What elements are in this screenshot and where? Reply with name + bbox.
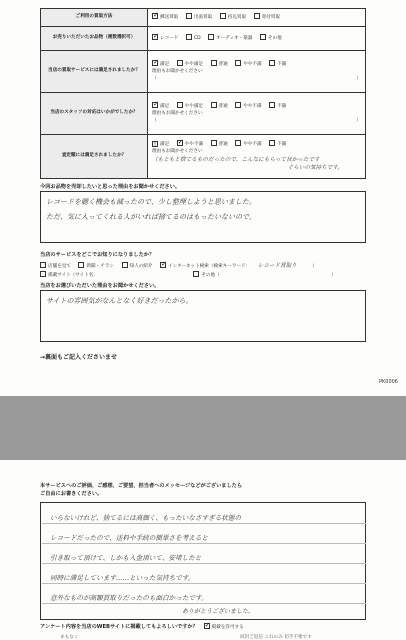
page-code: PK0006 bbox=[378, 379, 398, 385]
checkbox[interactable] bbox=[40, 271, 46, 277]
row-label: ご利用の買取方法 bbox=[41, 9, 148, 27]
handwritten-line: ただ、気に入ってくれる人がいれば捨てるのはもったいないので。 bbox=[46, 213, 256, 221]
row-label: 当店の買取サービスには満足されましたか？ bbox=[41, 51, 148, 93]
form-row-method bbox=[41, 9, 366, 27]
option-label: 知人の紹介 bbox=[129, 264, 153, 269]
reason-label: 理由もお聞かせください bbox=[152, 69, 203, 75]
close-paren: ） bbox=[331, 273, 336, 278]
comment-title-line2: ご自由にお書きください。 bbox=[40, 491, 103, 497]
option-label: 不満 bbox=[277, 104, 287, 110]
checkbox[interactable] bbox=[122, 262, 128, 268]
option-label: 掲載サイト（サイト名： bbox=[48, 273, 98, 278]
paren-open: （ bbox=[152, 75, 157, 81]
option-label: 普通 bbox=[218, 142, 228, 148]
question-reason-title: 今回お品物を売却したいと思った理由をお聞かせください。 bbox=[40, 184, 181, 190]
handwritten-line: サイトの雰囲気がなんとなく好きだったから。 bbox=[46, 297, 193, 305]
row-label: お売りいただいたお品物（複数選択可） bbox=[41, 27, 148, 51]
writing-rule bbox=[42, 583, 366, 584]
reason-blank[interactable] bbox=[152, 118, 361, 125]
checkbox[interactable] bbox=[78, 262, 84, 268]
checkbox[interactable] bbox=[254, 13, 260, 19]
checkbox[interactable] bbox=[220, 13, 226, 19]
row-options bbox=[148, 9, 366, 27]
writing-rule bbox=[42, 523, 366, 524]
handwritten-line: 同時に満足しています……といった気持ちです。 bbox=[50, 574, 195, 582]
option-label: 満足 bbox=[160, 142, 170, 148]
option-label: その他（ bbox=[201, 273, 220, 278]
close-paren: ） bbox=[312, 264, 317, 269]
question-source-title: 当店のサービスをどこでお知りになりましたか？ bbox=[40, 252, 155, 258]
option-label: CD bbox=[193, 36, 201, 42]
handwritten-line: レコードを聴く機会も減ったので、少し整理しようと思いました。 bbox=[46, 198, 256, 206]
checkbox[interactable] bbox=[160, 262, 166, 268]
option-label: 寄付買取 bbox=[261, 15, 280, 21]
checkbox[interactable] bbox=[177, 140, 183, 146]
checkbox[interactable] bbox=[211, 102, 217, 108]
handwritten-keyword: レコード買取り bbox=[257, 263, 297, 269]
checkbox[interactable] bbox=[269, 102, 275, 108]
option-label: その他 bbox=[267, 36, 282, 42]
checkbox[interactable] bbox=[235, 140, 241, 146]
checkbox[interactable] bbox=[260, 34, 266, 40]
option-label: 普通 bbox=[218, 104, 228, 110]
form-row-staff bbox=[41, 93, 366, 135]
back-page-note: →裏面もご記入くださいませ bbox=[40, 354, 118, 361]
handwritten-line: ありがとうございました。 bbox=[182, 608, 255, 615]
comment-title-line1: 本サービスへのご評価、ご感想、ご要望、担当者へのメッセージなどがございましたら bbox=[40, 483, 243, 489]
option-label: やや不満 bbox=[243, 62, 262, 68]
form-row-items bbox=[41, 27, 366, 51]
checkbox[interactable] bbox=[152, 60, 158, 66]
checkbox[interactable] bbox=[152, 13, 158, 19]
question-choice-title: 当店をお選びいただいた理由をお聞かせください。 bbox=[40, 283, 160, 289]
option-label: 出張買取 bbox=[193, 15, 213, 21]
writing-rule bbox=[42, 603, 366, 604]
checkbox[interactable] bbox=[40, 262, 46, 268]
option-label: やや満足 bbox=[184, 62, 204, 68]
option-label: 普通 bbox=[218, 62, 228, 68]
paren-open: （ bbox=[152, 117, 157, 123]
consent-question: アンケート内容を当店のWEBサイトに掲載してもよろしいですか？ bbox=[40, 624, 198, 630]
checkbox[interactable] bbox=[235, 60, 241, 66]
row-options bbox=[148, 51, 366, 93]
checkbox[interactable] bbox=[211, 140, 217, 146]
checkbox[interactable] bbox=[269, 60, 275, 66]
checkbox[interactable] bbox=[235, 102, 241, 108]
checkbox[interactable] bbox=[177, 102, 183, 108]
option-label: 店舗を見て bbox=[48, 264, 71, 269]
footer-right: 同封ご返信 これのみ 切手不要です bbox=[240, 635, 312, 640]
option-label: 満足 bbox=[160, 104, 170, 110]
option-label: 郵送買取 bbox=[160, 15, 179, 21]
option-label: 不満 bbox=[277, 62, 287, 68]
option-label: やや不満 bbox=[243, 104, 262, 110]
checkbox[interactable] bbox=[186, 34, 192, 40]
checkbox[interactable] bbox=[152, 102, 158, 108]
handwritten-line: 意外なものが高額買取りだったのも面白かったです。 bbox=[50, 594, 208, 602]
checkbox[interactable] bbox=[152, 34, 158, 40]
checkbox[interactable] bbox=[193, 271, 199, 277]
paren-close: ） bbox=[356, 117, 361, 123]
form-row-service bbox=[41, 51, 366, 93]
footer-left: まもなく bbox=[60, 635, 79, 640]
source-options-row1 bbox=[40, 261, 366, 269]
writing-rule bbox=[42, 563, 366, 564]
option-label: やや不満 bbox=[243, 142, 262, 148]
option-label: オーディオ・楽器 bbox=[216, 36, 253, 42]
handwritten-line: レコードだったので、送料や手続の簡単さを考えると bbox=[50, 534, 209, 542]
consent-row bbox=[40, 623, 366, 630]
option-label: 掲載を許可する bbox=[211, 625, 244, 630]
source-options-row2 bbox=[40, 271, 366, 278]
writing-rule bbox=[42, 543, 366, 544]
reason-label: 理由もお聞かせください bbox=[152, 149, 203, 155]
row-options bbox=[148, 135, 366, 179]
checkbox[interactable] bbox=[204, 623, 210, 629]
reason-label: 理由もお聞かせください bbox=[152, 111, 203, 117]
checkbox[interactable] bbox=[211, 60, 217, 66]
row-label: 当店のスタッフの対応はいかがでしたか？ bbox=[41, 93, 148, 135]
checkbox[interactable]: ! bbox=[153, 141, 157, 149]
handwritten-reason: ぐらいの気持ちです。 bbox=[287, 165, 343, 172]
option-label: 持込買取 bbox=[227, 15, 247, 21]
option-label: 満足 bbox=[160, 62, 170, 68]
option-label: インターネット検索（検索キーワード： bbox=[167, 264, 251, 269]
handwritten-line: いらないけれど、捨てるには高価く、もったいなさすぎる状態の bbox=[50, 514, 242, 522]
checkbox[interactable] bbox=[177, 60, 183, 66]
option-label: やや不満 bbox=[184, 142, 204, 148]
survey-form-table bbox=[40, 8, 366, 179]
option-label: レコード bbox=[160, 36, 179, 42]
handwritten-reason: （もともと捨てるものだったので、こんなにもらって良かったです bbox=[152, 157, 320, 163]
form-row-price bbox=[41, 135, 366, 179]
option-label: 不満 bbox=[277, 142, 287, 148]
checkbox[interactable] bbox=[208, 34, 214, 40]
paren-close: ） bbox=[356, 75, 361, 81]
option-label: やや満足 bbox=[184, 104, 204, 110]
scan-gap bbox=[0, 396, 406, 460]
option-label: 新聞・チラシ bbox=[86, 264, 115, 269]
checkbox[interactable] bbox=[186, 13, 192, 19]
handwritten-line: 引き取って頂けて、しかも入金頂いて、安堵したと bbox=[50, 554, 202, 562]
row-options bbox=[148, 27, 366, 51]
row-label: 査定額には満足されましたか？ bbox=[41, 135, 148, 179]
row-options bbox=[148, 93, 366, 135]
survey-page-back bbox=[0, 460, 406, 640]
reason-blank[interactable] bbox=[152, 76, 361, 83]
checkbox[interactable] bbox=[269, 140, 275, 146]
